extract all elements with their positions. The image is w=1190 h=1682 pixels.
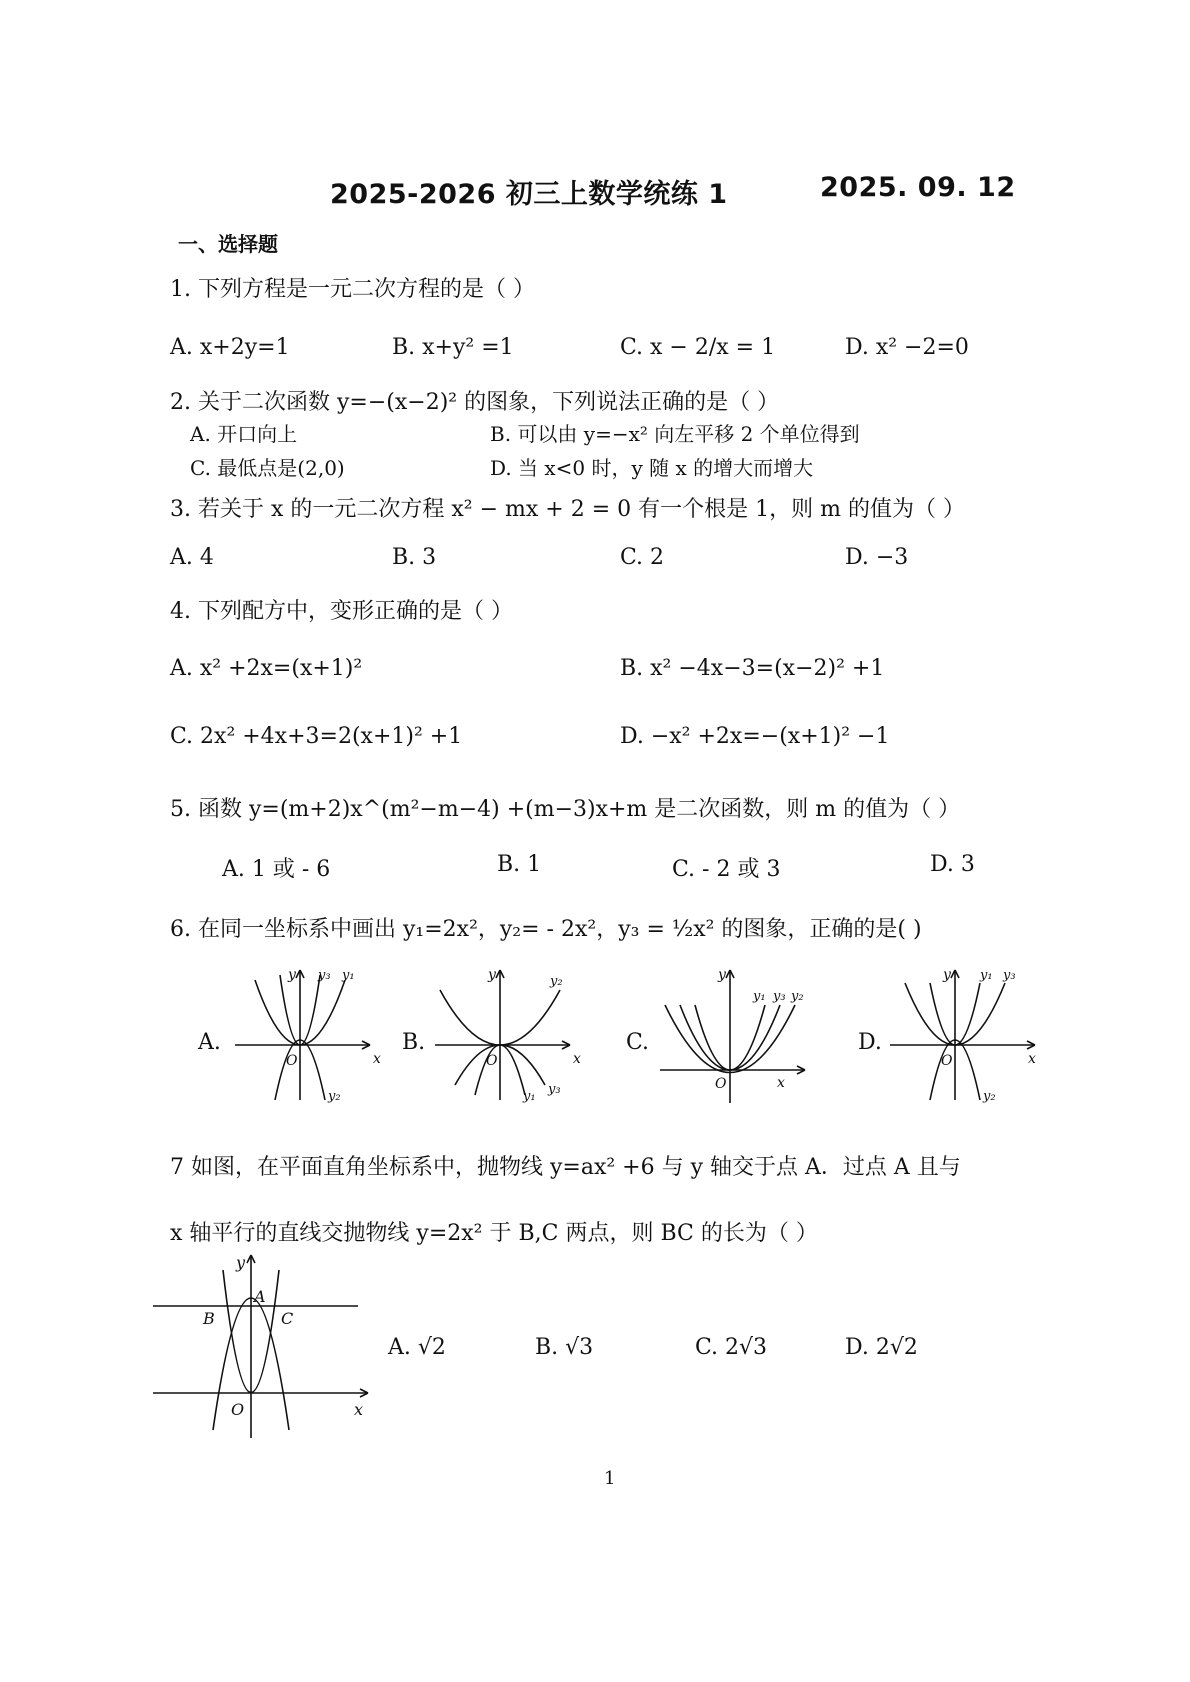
svg-text:O: O bbox=[231, 1400, 245, 1419]
q2-option-d: D. 当 x<0 时，y 随 x 的增大而增大 bbox=[490, 456, 814, 480]
svg-text:y: y bbox=[236, 1253, 246, 1272]
q6-stem: 6. 在同一坐标系中画出 y₁=2x²，y₂= - 2x²，y₃ = ½x² 的图象，正确的是( ) bbox=[170, 917, 922, 942]
svg-text:y: y bbox=[488, 967, 496, 983]
svg-text:y₂: y₂ bbox=[550, 974, 563, 989]
q5-option-d: D. 3 bbox=[930, 852, 975, 877]
q7-option-b: B. √3 bbox=[535, 1335, 594, 1360]
svg-text:y₁: y₁ bbox=[980, 968, 993, 983]
q1-option-b: B. x+y² =1 bbox=[392, 335, 514, 360]
svg-text:O: O bbox=[715, 1076, 727, 1092]
svg-text:y₃: y₃ bbox=[318, 968, 331, 983]
q3-stem: 3. 若关于 x 的一元二次方程 x² − mx + 2 = 0 有一个根是 1，则 m 的值为（ ） bbox=[170, 497, 965, 522]
q3-option-c: C. 2 bbox=[620, 545, 665, 570]
svg-text:y: y bbox=[943, 967, 951, 983]
exam-title: 2025-2026 初三上数学统练 1 bbox=[330, 179, 728, 210]
q6-graph-d bbox=[885, 965, 1045, 1109]
q6-label-a: A. bbox=[198, 1030, 221, 1055]
q7-stem-line1: 7 如图，在平面直角坐标系中，抛物线 y=ax² +6 与 y 轴交于点 A．过点 A 且与 bbox=[170, 1155, 961, 1180]
svg-text:O: O bbox=[286, 1053, 298, 1069]
svg-text:x: x bbox=[354, 1400, 364, 1419]
q7-option-c: C. 2√3 bbox=[695, 1335, 768, 1360]
q4-option-c: C. 2x² +4x+3=2(x+1)² +1 bbox=[170, 724, 463, 749]
svg-text:x: x bbox=[1028, 1051, 1036, 1067]
svg-text:y₁: y₁ bbox=[753, 989, 766, 1004]
q1-option-c: C. x − 2/x = 1 bbox=[620, 335, 776, 360]
svg-text:y: y bbox=[718, 967, 726, 983]
svg-text:y₃: y₃ bbox=[1003, 968, 1016, 983]
q6-graph-c bbox=[655, 965, 815, 1109]
q6-label-c: C. bbox=[626, 1030, 650, 1055]
exam-date: 2025. 09. 12 bbox=[820, 172, 1016, 203]
q1-option-a: A. x+2y=1 bbox=[170, 335, 290, 360]
page-number: 1 bbox=[604, 1468, 616, 1489]
q4-option-b: B. x² −4x−3=(x−2)² +1 bbox=[620, 656, 885, 681]
q7-graph bbox=[148, 1250, 378, 1444]
svg-text:y₂: y₂ bbox=[983, 1089, 996, 1104]
q5-option-b: B. 1 bbox=[497, 852, 542, 877]
q4-stem: 4. 下列配方中，变形正确的是（ ） bbox=[170, 599, 513, 624]
q6-graph-b bbox=[430, 965, 580, 1109]
q3-option-d: D. −3 bbox=[845, 545, 909, 570]
q3-option-a: A. 4 bbox=[170, 545, 214, 570]
q2-option-a: A. 开口向上 bbox=[190, 422, 298, 446]
q2-option-b: B. 可以由 y=−x² 向左平移 2 个单位得到 bbox=[490, 422, 860, 446]
svg-text:y₂: y₂ bbox=[328, 1089, 341, 1104]
q5-stem: 5. 函数 y=(m+2)x^(m²−m−4) +(m−3)x+m 是二次函数，则 m 的值为（ ） bbox=[170, 797, 961, 822]
q6-label-b: B. bbox=[402, 1030, 426, 1055]
q2-stem: 2. 关于二次函数 y=−(x−2)² 的图象，下列说法正确的是（ ） bbox=[170, 390, 780, 415]
svg-text:B: B bbox=[203, 1309, 215, 1328]
q7-stem-line2: x 轴平行的直线交抛物线 y=2x² 于 B,C 两点，则 BC 的长为（ ） bbox=[170, 1221, 818, 1246]
q6-graph-a bbox=[230, 965, 380, 1109]
q1-stem: 1. 下列方程是一元二次方程的是（ ） bbox=[170, 277, 535, 302]
q4-option-a: A. x² +2x=(x+1)² bbox=[170, 656, 363, 681]
svg-text:O: O bbox=[486, 1053, 498, 1069]
svg-text:x: x bbox=[373, 1051, 381, 1067]
svg-text:A: A bbox=[254, 1287, 266, 1306]
svg-text:y₂: y₂ bbox=[791, 989, 804, 1004]
svg-text:y: y bbox=[288, 967, 296, 983]
svg-text:y₁: y₁ bbox=[523, 1089, 536, 1104]
q7-option-d: D. 2√2 bbox=[845, 1335, 918, 1360]
q1-option-d: D. x² −2=0 bbox=[845, 335, 969, 360]
q5-option-a: A. 1 或 - 6 bbox=[222, 857, 331, 882]
q7-option-a: A. √2 bbox=[388, 1335, 446, 1360]
q4-option-d: D. −x² +2x=−(x+1)² −1 bbox=[620, 724, 890, 749]
section-heading: 一、选择题 bbox=[178, 232, 278, 256]
svg-text:y₃: y₃ bbox=[773, 989, 786, 1004]
q2-option-c: C. 最低点是(2,0) bbox=[190, 456, 345, 480]
svg-text:y₁: y₁ bbox=[342, 968, 355, 983]
svg-text:O: O bbox=[941, 1053, 953, 1069]
q3-option-b: B. 3 bbox=[392, 545, 437, 570]
svg-text:y₃: y₃ bbox=[548, 1082, 561, 1097]
svg-text:C: C bbox=[281, 1309, 294, 1328]
svg-text:x: x bbox=[777, 1075, 785, 1091]
q5-option-c: C. - 2 或 3 bbox=[672, 857, 781, 882]
q6-label-d: D. bbox=[858, 1030, 882, 1055]
svg-text:x: x bbox=[573, 1051, 581, 1067]
